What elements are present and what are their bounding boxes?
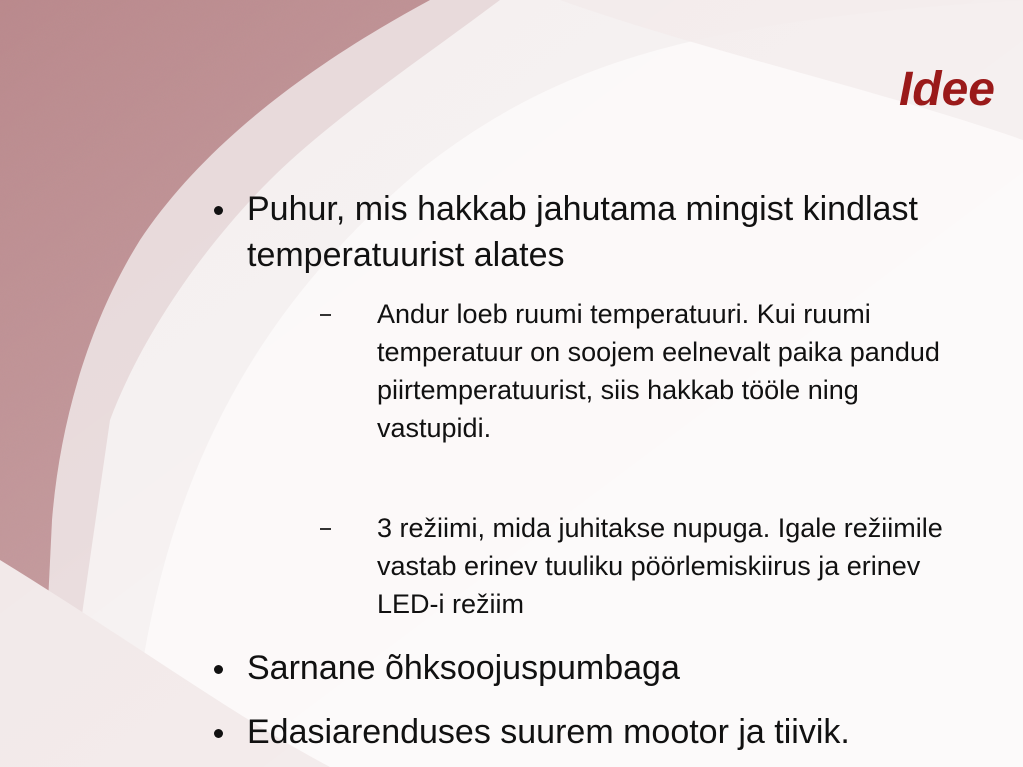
- list-item: [247, 645, 967, 691]
- sub-list-item: [377, 509, 977, 623]
- list-item: [247, 186, 967, 278]
- sub-bullet-text: Andur loeb ruumi temperatuuri. Kui ruumi temperatuur on soojem eelnevalt paika pandud piirtemperatuurist, siis hakkab tööle ning vastupidi.: [377, 299, 940, 443]
- bullet-text: Sarnane õhksoojuspumbaga: [247, 649, 680, 687]
- dash-icon: [320, 314, 331, 316]
- dash-icon: [320, 528, 331, 530]
- sub-list-item: [377, 295, 967, 447]
- bullet-dot-icon: [214, 206, 223, 215]
- bullet-dot-icon: [214, 729, 223, 738]
- sub-bullet-text: 3 režiimi, mida juhitakse nupuga. Igale režiimile vastab erinev tuuliku pöörlemiskiirus ja erinev LED-i režiim: [377, 513, 943, 619]
- bullet-text: Edasiarenduses suurem mootor ja tiivik.: [247, 713, 850, 751]
- bullet-dot-icon: [214, 665, 223, 674]
- slide-title: Idee: [898, 63, 995, 116]
- bullet-text: Puhur, mis hakkab jahutama mingist kindlast temperatuurist alates: [247, 190, 918, 274]
- list-item: [247, 709, 1007, 755]
